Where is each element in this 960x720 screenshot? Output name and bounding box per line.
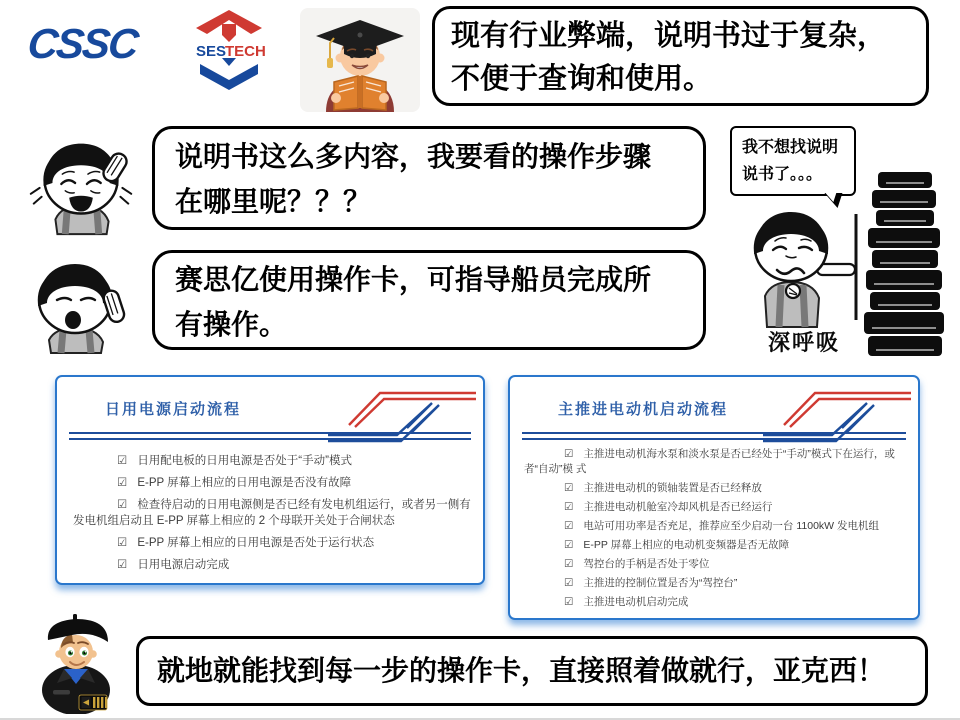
despair-bubble-line1: 我不想找说明 — [742, 139, 839, 156]
conclusion-bubble: 就地就能找到每一步的操作卡，直接照着做就行，亚克西！ — [136, 636, 928, 706]
graduate-icon — [300, 8, 420, 112]
sestech-shield-icon — [174, 8, 284, 90]
question-bubble — [152, 126, 706, 230]
checkbox-icon: ☑ — [117, 455, 128, 467]
checklist-item — [73, 497, 473, 529]
checklist-item — [524, 519, 910, 534]
problem-bubble — [432, 6, 929, 106]
checklist-item — [73, 453, 473, 469]
checkbox-icon: ☑ — [117, 559, 128, 571]
checkbox-icon: ☑ — [117, 499, 128, 511]
checklist-item — [524, 557, 910, 572]
checklist-item — [73, 557, 473, 573]
checkbox-icon: ☑ — [564, 448, 574, 460]
checkbox-icon: ☑ — [564, 539, 574, 551]
answer-bubble-line1: 赛思亿使用操作卡，可指导船员完成所 — [175, 264, 652, 295]
checklist-item — [524, 447, 910, 477]
checklist — [524, 447, 910, 614]
checklist-item — [524, 500, 910, 515]
question-bubble-line2: 在哪里呢？？？ — [175, 186, 372, 217]
checklist-item-text: 主推进的控制位置是否为“驾控台” — [583, 577, 738, 589]
card-title: 日用电源启动流程 — [105, 401, 242, 418]
sestech-text-tech: TECH — [225, 43, 266, 60]
operation-card-main-propulsion — [508, 375, 920, 620]
despair-caption: 深呼吸 — [767, 330, 840, 355]
meme-talking-icon — [15, 250, 141, 354]
meme-despair-icon — [735, 198, 869, 328]
despair-bubble — [730, 126, 856, 196]
answer-bubble-line2: 有操作。 — [175, 309, 288, 340]
checkbox-icon: ☑ — [564, 482, 574, 494]
checkbox-icon: ☑ — [117, 477, 128, 489]
book-stack-icon — [858, 170, 950, 358]
checklist-item-text: 检查待启动的日用电源侧是否已经有发电机组运行，或者另一侧有发电机组启动且 E-PP 屏幕上相应的 2 个母联开关处于合闸状态 — [73, 499, 471, 527]
checklist-item-text: 主推进电动机海水泵和淡水泵是否已经处于“手动”模式下在运行，或者“自动”模 式 — [524, 448, 895, 475]
checklist-item-text: E-PP 屏幕上相应的日用电源是否处于运行状态 — [137, 537, 375, 549]
checklist-item-text: 电站可用功率是否充足，推荐应至少启动一台 1100kW 发电机组 — [583, 520, 879, 532]
checklist-item-text: 主推进电动机舱室冷却风机是否已经运行 — [583, 501, 773, 513]
sestech-logo — [174, 8, 284, 90]
operation-card-daily-power — [55, 375, 485, 585]
checklist-item-text: E-PP 屏幕上相应的日用电源是否没有故障 — [137, 477, 352, 489]
answer-bubble — [152, 250, 706, 350]
card-title: 主推进电动机启动流程 — [558, 401, 729, 418]
checklist-item-text: 主推进电动机启动完成 — [583, 596, 689, 608]
meme-crying-icon — [18, 124, 146, 236]
checklist-item-text: 日用配电板的日用电源是否处于“手动”模式 — [137, 455, 352, 467]
checklist-item — [73, 535, 473, 551]
problem-bubble-line2: 不便于查询和使用。 — [451, 63, 713, 95]
checkbox-icon: ☑ — [117, 537, 128, 549]
checkbox-icon: ☑ — [564, 501, 574, 513]
title-underline — [69, 432, 471, 440]
sestech-text-ses: SES — [196, 43, 227, 60]
cssc-logo: CSSC — [25, 20, 140, 67]
checklist-item — [524, 576, 910, 591]
problem-bubble-line1: 现有行业弊端，说明书过于复杂， — [451, 20, 887, 52]
despair-bubble-line2: 说书了。。。 — [742, 166, 823, 183]
checklist-item — [73, 475, 473, 491]
checkbox-icon: ☑ — [564, 558, 574, 570]
checkbox-icon: ☑ — [564, 520, 574, 532]
checkbox-icon: ☑ — [564, 577, 574, 589]
checklist-item — [524, 538, 910, 553]
checklist-item-text: 主推进电动机的锁轴装置是否已经释放 — [583, 482, 762, 494]
checklist-item — [524, 595, 910, 610]
checklist-item-text: 驾控台的手柄是否处于零位 — [583, 558, 710, 570]
checklist — [73, 453, 473, 579]
question-bubble-line1: 说明书这么多内容，我要看的操作步骤 — [175, 141, 652, 172]
checklist-item — [524, 481, 910, 496]
captain-icon — [28, 612, 124, 714]
checklist-item-text: 日用电源启动完成 — [137, 559, 230, 571]
title-underline — [522, 432, 906, 440]
checkbox-icon: ☑ — [564, 596, 574, 608]
checklist-item-text: E-PP 屏幕上相应的电动机变频器是否无故障 — [583, 539, 790, 551]
